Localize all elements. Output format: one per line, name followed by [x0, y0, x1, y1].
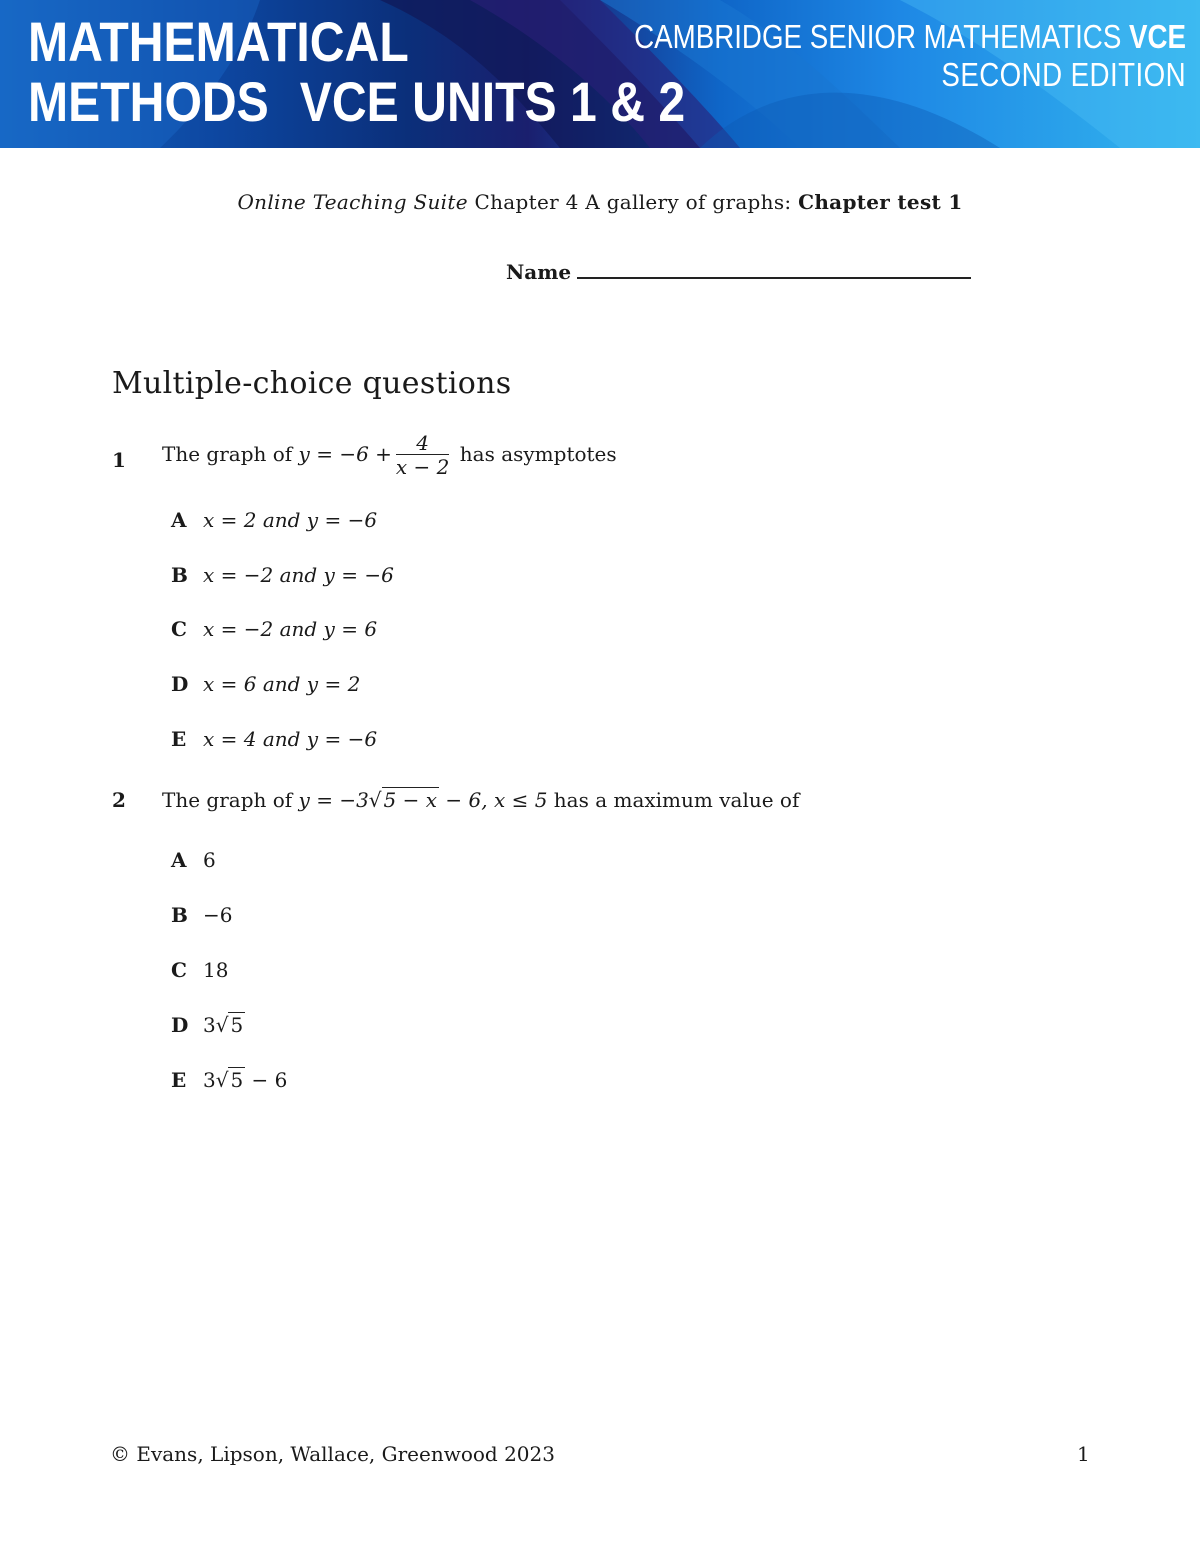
series-title: [529, 18, 1186, 94]
question-text-before: The graph of: [162, 442, 293, 466]
option-text: x = 6 and y = 2: [203, 672, 361, 696]
copyright-notice: © Evans, Lipson, Wallace, Greenwood 2023: [110, 1442, 555, 1466]
option-2c[interactable]: [171, 958, 228, 982]
option-letter: B: [171, 903, 188, 927]
option-letter: C: [171, 617, 187, 641]
option-1c[interactable]: [171, 617, 377, 641]
option-text: −6: [203, 903, 233, 927]
option-text-tail: − 6: [245, 1068, 288, 1092]
option-text: 6: [203, 848, 216, 872]
option-text: x = 4 and y = −6: [203, 727, 378, 751]
question-text-after: has asymptotes: [459, 442, 617, 466]
radicand: 5: [230, 1013, 244, 1037]
option-letter: E: [171, 1068, 187, 1092]
question-expression: y = −6 +: [298, 442, 392, 466]
name-label: Name: [506, 260, 572, 284]
radicand: 5: [230, 1068, 244, 1092]
option-letter: C: [171, 958, 187, 982]
edition-label: SECOND EDITION: [941, 56, 1186, 93]
subtitle-suite: Online Teaching Suite: [237, 190, 468, 214]
option-2e[interactable]: [171, 1068, 287, 1092]
series-main: CAMBRIDGE SENIOR MATHEMATICS: [634, 18, 1122, 55]
option-2b[interactable]: [171, 903, 232, 927]
option-letter: E: [171, 727, 187, 751]
series-name: [634, 18, 1186, 56]
book-title-units: VCE UNITS 1 & 2: [299, 70, 686, 133]
radicand: 5 − x: [383, 788, 438, 812]
book-title-line1: MATHEMATICAL: [28, 10, 409, 73]
option-text: 18: [203, 958, 229, 982]
name-blank-line[interactable]: [577, 263, 971, 279]
page-number: 1: [1077, 1442, 1090, 1466]
option-1a[interactable]: [171, 508, 377, 532]
option-text: x = −2 and y = −6: [203, 563, 394, 587]
question-expression-tail: − 6, x ≤ 5: [445, 788, 548, 812]
name-field: [506, 260, 971, 284]
header-banner: [0, 0, 1200, 148]
question-text-before: The graph of: [162, 788, 293, 812]
question-number: 2: [112, 788, 126, 812]
series-vce: VCE: [1128, 18, 1186, 55]
option-text: x = −2 and y = 6: [203, 617, 378, 641]
option-2d[interactable]: [171, 1013, 245, 1037]
option-letter: D: [171, 672, 189, 696]
fraction-numerator: 4: [396, 432, 449, 455]
question-text-after: has a maximum value of: [553, 788, 800, 812]
question-number: 1: [112, 448, 126, 472]
book-title-methods: METHODS: [28, 70, 269, 133]
option-1d[interactable]: [171, 672, 360, 696]
option-1e[interactable]: [171, 727, 377, 751]
option-text: x = 2 and y = −6: [203, 508, 378, 532]
section-heading: Multiple-choice questions: [112, 366, 512, 401]
option-letter: D: [171, 1013, 189, 1037]
fraction-denominator: x − 2: [395, 455, 450, 479]
question-text: [162, 432, 617, 479]
option-letter: A: [171, 508, 187, 532]
option-text: 3√: [203, 1068, 229, 1092]
option-2a[interactable]: [171, 848, 216, 872]
subtitle-chapter: Chapter 4 A gallery of graphs:: [474, 190, 792, 214]
fraction: [396, 432, 449, 479]
option-letter: B: [171, 563, 188, 587]
subtitle-test: Chapter test 1: [798, 190, 963, 214]
option-letter: A: [171, 848, 187, 872]
chapter-subtitle: [0, 190, 1200, 214]
question-text: [162, 788, 799, 812]
option-text: 3√: [203, 1013, 229, 1037]
option-1b[interactable]: [171, 563, 394, 587]
question-expression: y = −3√: [298, 788, 382, 812]
